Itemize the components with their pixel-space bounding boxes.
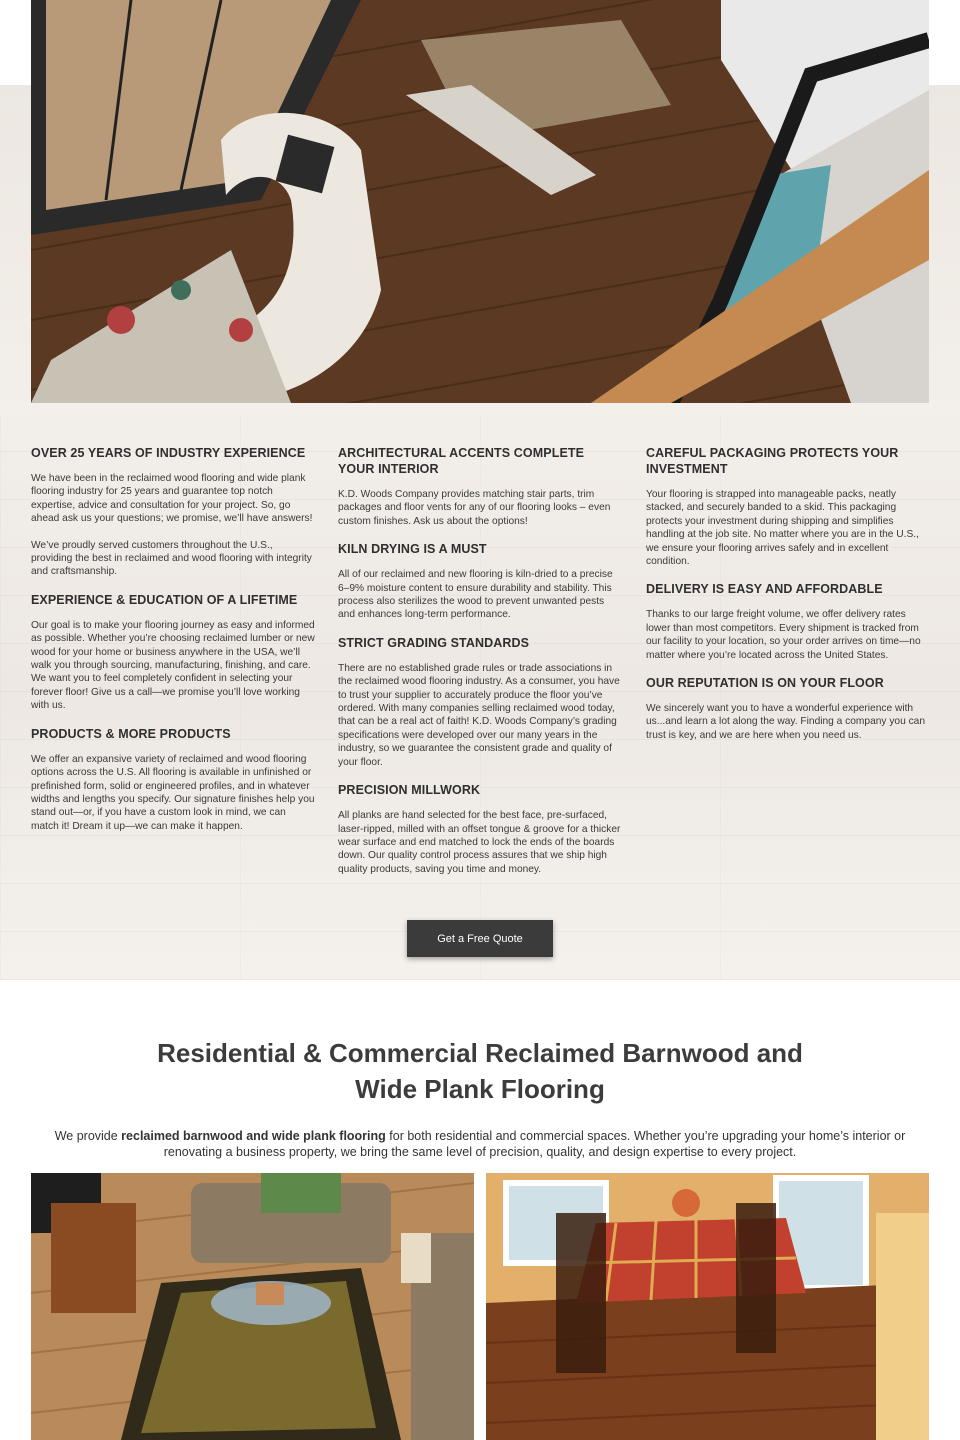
- feature-heading: EXPERIENCE & EDUCATION OF A LIFETIME: [31, 592, 298, 607]
- feature-heading: STRICT GRADING STANDARDS: [338, 635, 530, 650]
- intro-text-start: We provide: [54, 1129, 122, 1143]
- feature-block: [338, 445, 622, 528]
- feature-heading: ARCHITECTURAL ACCENTS COMPLETE YOUR INTERIOR: [338, 446, 585, 476]
- feature-block: [31, 445, 315, 579]
- feature-block: [31, 592, 315, 713]
- feature-heading: OUR REPUTATION IS ON YOUR FLOOR: [646, 676, 884, 691]
- feature-text: All of our reclaimed and new flooring is kiln-dried to a precise 6–9% moisture content to ensure durability and stability. This process also sterilizes the wood to prevent unwanted pests and enhances long-term performance.: [338, 569, 613, 621]
- section-title: [120, 1035, 840, 1107]
- dining-room-photo: [486, 1173, 929, 1440]
- feature-block: [338, 635, 622, 769]
- feature-block: [646, 581, 930, 662]
- features-column-3: [646, 445, 930, 755]
- section-title-line-1: Residential & Commercial Reclaimed Barnwood and: [157, 1038, 803, 1068]
- feature-block: [646, 675, 930, 742]
- feature-heading: CAREFUL PACKAGING PROTECTS YOUR INVESTMENT: [646, 446, 899, 476]
- feature-block: [338, 782, 622, 876]
- feature-heading: KILN DRYING IS A MUST: [338, 542, 487, 557]
- intro-highlight: reclaimed barnwood and wide plank flooring: [121, 1129, 386, 1143]
- feature-block: [338, 541, 622, 622]
- living-room-photo: [31, 1173, 474, 1440]
- feature-heading: DELIVERY IS EASY AND AFFORDABLE: [646, 582, 883, 597]
- feature-text: Your flooring is strapped into manageable packs, neatly stacked, and securely banded to a skid. This packaging protects your investment during shipping and simplifies handling at the job site. No matter where you are in the U.S., we ensure your flooring arrives safely and in excellent condition.: [646, 489, 919, 568]
- get-free-quote-button[interactable]: Get a Free Quote: [407, 920, 553, 957]
- features-column-2: [338, 445, 622, 889]
- feature-text: Our goal is to make your flooring journey as easy and informed as possible. Whether you’re choosing reclaimed lumber or new wood for your home or business anywhere in the USA, we’ll walk you through sourcing, manufacturing, finishing, and care. We want you to feel completely confident in selecting your forever floor! Give us a call—we promise you’ll love working with us.: [31, 619, 315, 712]
- feature-text: We sincerely want you to have a wonderful experience with us...and learn a lot along the way. Finding a company you can trust is key, and we are here when you need us.: [646, 703, 926, 741]
- feature-text: There are no established grade rules or trade associations in the reclaimed wood flooring industry. As a consumer, you have to trust your supplier to accurately produce the floor you’ve ordered. With many companies selling reclaimed wood today, that can be a real act of faith! K.D. Woods Company’s grading specifications were developed over our many years in the industry, so we guarantee the consistent grade and quality of your floor.: [338, 662, 620, 768]
- feature-text: Thanks to our large freight volume, we offer delivery rates lower than most competitors. Every shipment is tracked from our facility to your location, so your order arrives on time—no matter where you’re located across the United States.: [646, 609, 921, 661]
- feature-text: We offer an expansive variety of reclaimed and wood flooring options across the U.S. All flooring is available in unfinished or prefinished form, solid or engineered profiles, and in whatever widths and lengths you specify. Our signature finishes help you stand out—or, if you have a custom look in mind, we can match it! Dream it up—we can make it happen.: [31, 753, 315, 832]
- hero-interior-photo: [31, 0, 929, 403]
- features-column-1: [31, 445, 315, 846]
- section-intro: [31, 1128, 929, 1160]
- feature-text: We have been in the reclaimed wood flooring and wide plank flooring industry for 25 years and guarantee top notch expertise, advice and consultation for your project. So, go ahead ask us your questions; we promise, we’ll have answers!: [31, 473, 313, 525]
- feature-block: [31, 726, 315, 833]
- feature-block: [646, 445, 930, 568]
- feature-heading: PRODUCTS & MORE PRODUCTS: [31, 726, 231, 741]
- features-section: [0, 415, 960, 980]
- feature-heading: PRECISION MILLWORK: [338, 783, 481, 798]
- residential-commercial-section: [0, 980, 960, 1440]
- feature-text: All planks are hand selected for the best face, pre-surfaced, laser-ripped, milled with an offset tongue & groove for a thicker wear surface and end matched to lock the ends of the boards down. Our quality control process assures that we ship high quality products, saving you time and money.: [338, 810, 621, 875]
- feature-text: K.D. Woods Company provides matching stair parts, trim packages and floor vents for any of our flooring looks – even custom finishes. Ask us about the options!: [338, 489, 611, 527]
- section-title-line-2: Wide Plank Flooring: [355, 1074, 605, 1104]
- feature-text: We’ve proudly served customers throughout the U.S., providing the best in reclaimed and wood flooring with integrity and craftsmanship.: [31, 539, 312, 578]
- feature-heading: OVER 25 YEARS OF INDUSTRY EXPERIENCE: [31, 446, 306, 460]
- intro-text-end: for both residential and commercial spaces. Whether you’re upgrading your home’s interior or renovating a business property, we bring the same level of precision, quality, and design expertise to every project.: [163, 1129, 906, 1159]
